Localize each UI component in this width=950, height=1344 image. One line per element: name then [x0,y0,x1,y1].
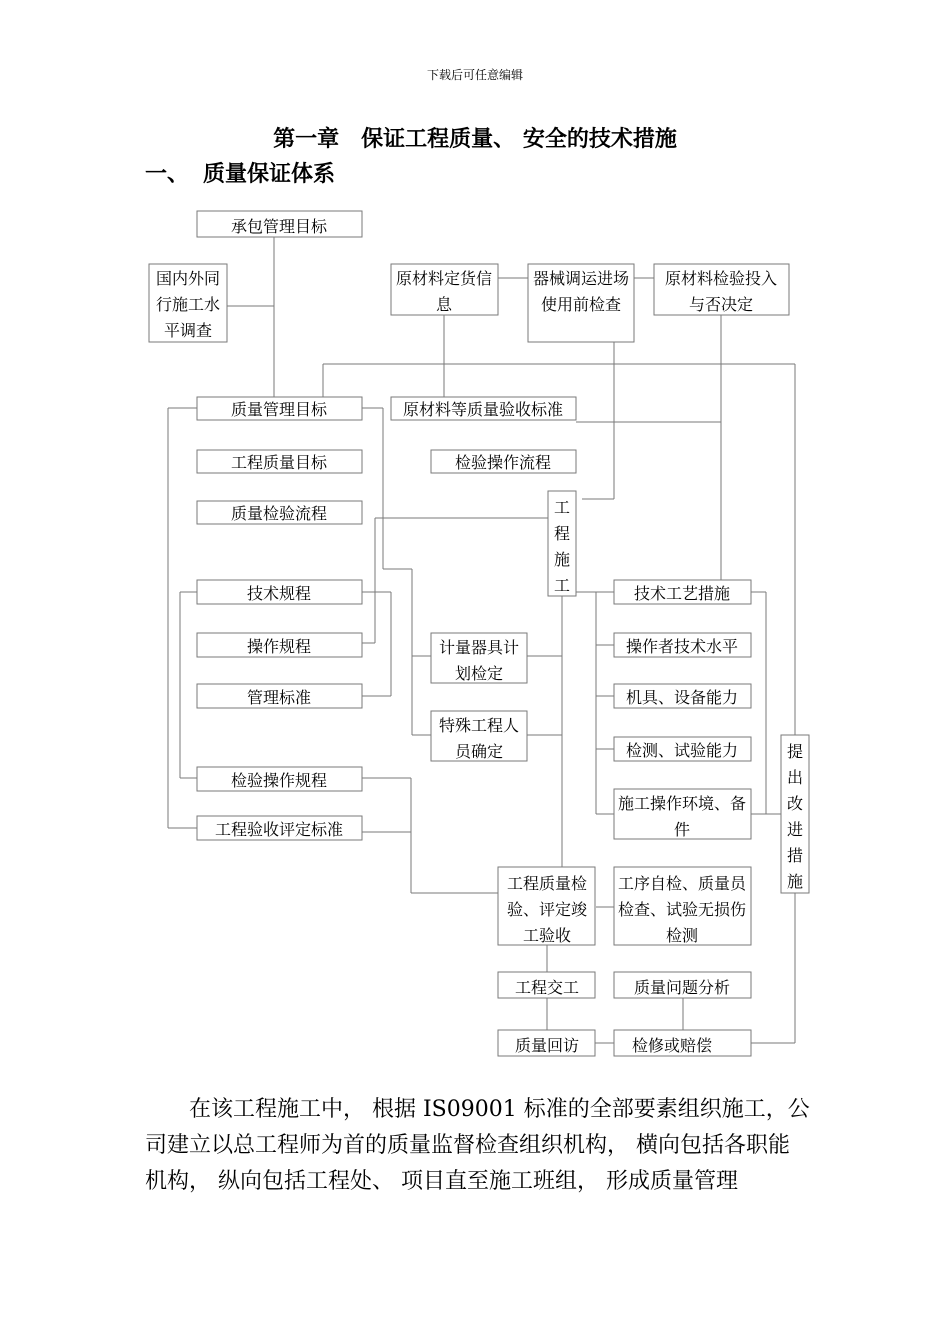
quality-inspection-flow-box: 质量检验流程 [230,504,328,523]
boxes [149,211,809,1056]
improvement-char-5: 措 [786,846,804,865]
material-standard-box: 原材料等质量验收标准 [402,400,564,419]
self-check-line-2: 检查、试验无损伤 [617,900,747,919]
equipment-capacity-box: 机具、设备能力 [625,688,739,707]
industry-survey-line-2: 行施工水 [155,295,221,314]
operator-level-box: 操作者技术水平 [625,637,739,656]
special-personnel-line-2: 员确定 [454,742,504,761]
acceptance-standard-box: 工程验收评定标准 [214,820,344,839]
section-title: 质量保证体系 [203,162,336,187]
body-paragraph [145,1092,810,1200]
industry-survey-line-1: 国内外同 [155,269,221,288]
repair-box: 检修或赔偿 [631,1036,713,1055]
quality-acceptance-line-3: 工验收 [522,926,572,945]
page-header: 下载后可任意编辑 [426,68,523,82]
problem-analysis-box: 质量问题分析 [633,978,731,997]
quality-acceptance-line-1: 工程质量检 [506,874,588,893]
improvement-char-1: 提 [786,742,804,761]
construction-char-3: 施 [553,550,571,569]
quality-goal-box: 质量管理目标 [230,400,328,419]
construction-char-1: 工 [553,498,571,517]
operation-rules-box: 操作规程 [246,637,312,656]
machine-check-line-1: 器械调运进场 [532,269,630,288]
material-decision-line-2: 与否决定 [688,295,754,314]
chapter-title: 第一章 保证工程质量、 安全的技术措施 [273,127,677,152]
construction-char-2: 程 [553,524,571,543]
measuring-tools-line-1: 计量器具计 [438,638,520,657]
material-order-line-2: 息 [435,295,453,314]
self-check-line-3: 检测 [665,926,699,945]
quality-acceptance-line-2: 验、评定竣 [506,900,588,919]
improvement-char-4: 进 [786,820,804,839]
tech-rules-box: 技术规程 [246,584,312,603]
improvement-char-6: 施 [786,872,804,891]
testing-capacity-box: 检测、试验能力 [625,741,739,760]
material-decision-line-1: 原材料检验投入 [664,269,778,288]
environment-line-2: 件 [673,820,691,839]
improvement-char-2: 出 [786,768,804,787]
project-quality-goal-box: 工程质量目标 [230,453,328,472]
environment-line-1: 施工操作环境、备 [617,794,747,813]
paragraph-text: 在该工程施工中， 根据 IS09001 标准的全部要素组织施工，公司建立以总工程师为首的质量监督检查组织机构， 横向包括各职能机构， 纵向包括工程处、 项目直至施工班组， 形成质量管理 [145,1097,810,1194]
revisit-box: 质量回访 [514,1036,580,1055]
material-order-line-1: 原材料定货信 [395,269,493,288]
machine-check-line-2: 使用前检查 [540,295,622,314]
self-check-line-1: 工序自检、质量员 [617,874,747,893]
special-personnel-line-1: 特殊工程人 [438,716,520,735]
construction-char-4: 工 [553,576,571,595]
handover-box: 工程交工 [514,978,580,997]
tech-process-box: 技术工艺措施 [633,584,731,603]
industry-survey-line-3: 平调查 [163,321,213,340]
section-number: 一、 [145,162,190,187]
measuring-tools-line-2: 划检定 [454,664,504,683]
inspection-flow-box: 检验操作流程 [454,453,552,472]
improvement-char-3: 改 [786,794,804,813]
contract-goal-box: 承包管理目标 [230,217,328,236]
inspection-rules-box: 检验操作规程 [230,771,328,790]
management-standard-box: 管理标准 [246,688,312,707]
